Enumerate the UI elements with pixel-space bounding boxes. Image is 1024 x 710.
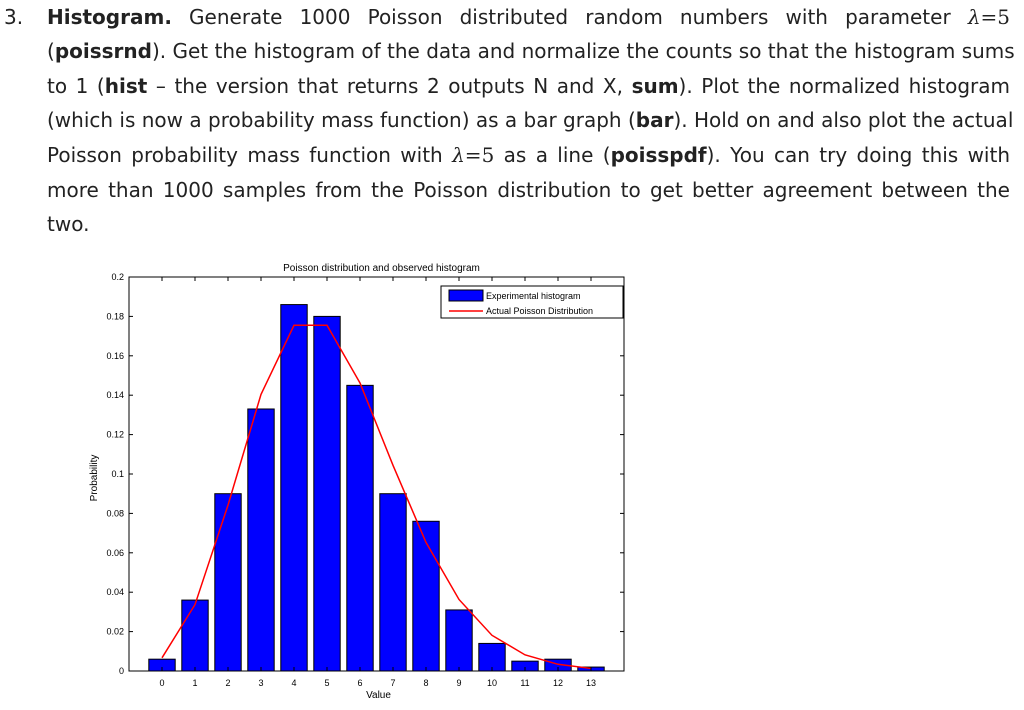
lambda-equation: λ=5 (967, 5, 1010, 29)
y-axis-label: Probability (89, 454, 100, 502)
problem-line-3 (47, 74, 1010, 98)
histogram-bar (281, 305, 307, 671)
problem-statement (0, 0, 1024, 240)
function-name-hist: hist (104, 74, 148, 98)
y-tick-label: 0.1 (111, 469, 124, 479)
histogram-bar (347, 385, 373, 671)
problem-text: – the version that returns 2 outputs N and X, (147, 74, 632, 98)
histogram-chart (0, 240, 1024, 710)
problem-text: to 1 ( (47, 74, 105, 98)
x-tick-label: 13 (585, 678, 597, 688)
problem-line-1 (47, 5, 1010, 29)
x-tick-label: 1 (192, 678, 198, 688)
histogram-bar (446, 610, 472, 671)
y-tick-label: 0.08 (106, 508, 124, 519)
lambda-symbol: λ (452, 143, 465, 167)
histogram-bar (314, 316, 340, 671)
histogram-bar (479, 643, 505, 671)
problem-text: as a line ( (503, 143, 611, 167)
problem-text: ). Plot the normalized histogram (678, 74, 1011, 98)
problem-text: (which is now a probability mass function) as a bar graph ( (47, 108, 636, 132)
lambda-symbol: λ (967, 5, 981, 29)
x-axis-label: Value (366, 690, 391, 701)
legend-bar-swatch (449, 290, 483, 301)
problem-text: ( (47, 39, 55, 63)
problem-line-5 (47, 143, 1010, 167)
problem-line-2 (47, 39, 1015, 63)
x-tick-label: 8 (423, 678, 429, 688)
histogram-bar (182, 600, 208, 671)
histogram-bar (380, 494, 406, 671)
x-tick-label: 12 (552, 678, 564, 688)
function-name-bar: bar (635, 108, 674, 132)
problem-number: 3. (4, 5, 24, 29)
x-tick-label: 6 (357, 678, 363, 688)
lambda-value: 5 (997, 5, 1010, 29)
y-tick-label: 0.18 (106, 311, 124, 322)
x-tick-label: 4 (291, 678, 297, 688)
problem-line-4 (47, 108, 1014, 132)
y-tick-label: 0.2 (111, 272, 124, 282)
problem-text: ). Get the histogram of the data and normalize the counts so that the histogram sums (151, 39, 1015, 63)
problem-text: Generate 1000 Poisson distributed random numbers with parameter (189, 5, 951, 29)
x-tick-label: 11 (520, 678, 530, 688)
problem-text: ). Hold on and also plot the actual (673, 108, 1014, 132)
x-tick-label: 0 (159, 678, 165, 688)
legend-label-poisson: Actual Poisson Distribution (486, 306, 594, 316)
histogram-bar (248, 409, 274, 671)
y-tick-label: 0.16 (106, 350, 124, 361)
function-name-poissrnd: poissrnd (54, 39, 152, 63)
x-tick-label: 7 (390, 678, 396, 688)
x-tick-label: 3 (258, 678, 264, 688)
problem-line-6: more than 1000 samples from the Poisson distribution to get better agreement between the (47, 178, 1010, 202)
problem-text: Poisson probability mass function with (47, 143, 443, 167)
y-tick-label: 0.14 (106, 390, 124, 401)
y-tick-label: 0.02 (106, 626, 124, 637)
lambda-value: 5 (481, 143, 495, 167)
y-tick-label: 0.12 (106, 429, 124, 440)
y-tick-label: 0 (118, 666, 124, 676)
y-tick-label: 0.04 (106, 587, 124, 598)
problem-text: ). You can try doing this with (706, 143, 1011, 167)
x-tick-label: 10 (486, 678, 498, 688)
x-tick-label: 5 (324, 678, 330, 688)
problem-title: Histogram. (47, 5, 172, 29)
lambda-equation: λ=5 (452, 143, 495, 167)
histogram-bar (215, 494, 241, 671)
x-tick-label: 2 (225, 678, 231, 688)
problem-line-7: two. (47, 212, 90, 236)
function-name-poisspdf: poisspdf (610, 143, 707, 167)
x-tick-label: 9 (456, 678, 462, 688)
chart-title: Poisson distribution and observed histogram (283, 263, 480, 274)
function-name-sum: sum (631, 74, 679, 98)
legend-label-histogram: Experimental histogram (486, 291, 581, 301)
y-tick-label: 0.06 (106, 547, 124, 558)
